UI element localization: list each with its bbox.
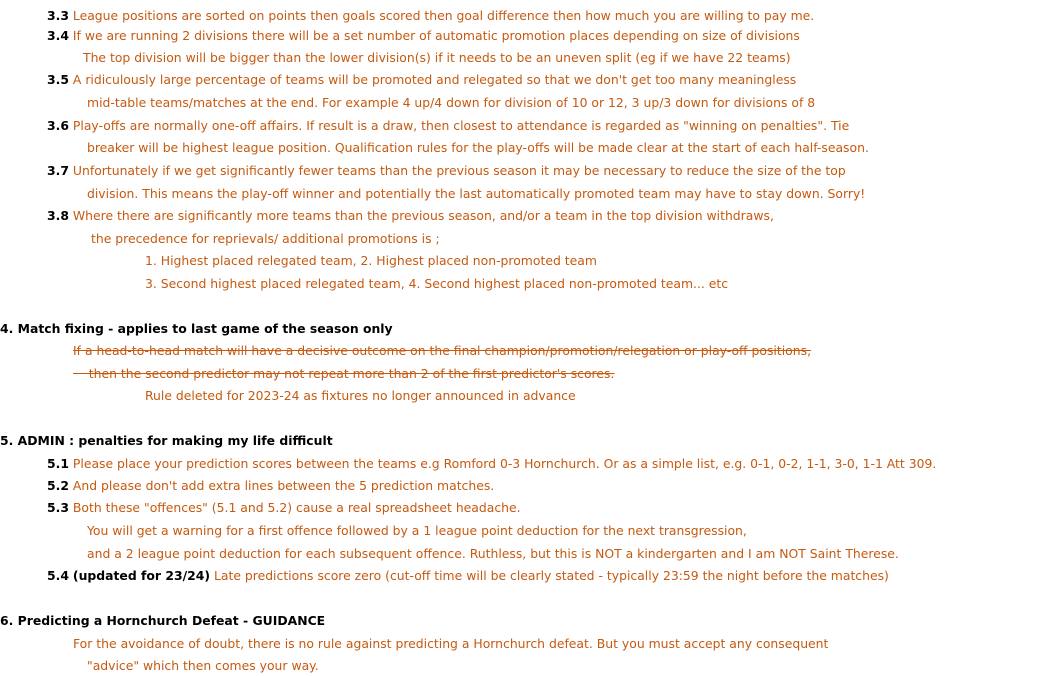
rule-3-5 — [47, 71, 796, 89]
rule-3-3 — [47, 7, 814, 25]
rule-text: Both these "offences" (5.1 and 5.2) cause a real spreadsheet headache. — [72, 500, 521, 515]
section-6-heading: 6. Predicting a Hornchurch Defeat - GUIDANCE — [0, 613, 326, 628]
guidance-text: For the avoidance of doubt, there is no rule against predicting a Hornchurch defeat. But you must accept any consequent — [73, 636, 829, 651]
guidance-text: "advice" which then comes your way. — [87, 658, 319, 673]
rule-number: 5.3 — [47, 500, 69, 515]
rule-text: A ridiculously large percentage of teams will be promoted and relegated so that we don't get too many meaningless — [72, 72, 797, 87]
rule-3-5-continuation: mid-table teams/matches at the end. For example 4 up/4 down for division of 10 or 12, 3 up/3 down for divisions of 8 — [87, 95, 816, 110]
rule-5-1 — [47, 455, 936, 473]
rule-number: 3.8 — [47, 208, 69, 223]
rule-text: And please don't add extra lines between the 5 prediction matches. — [72, 478, 495, 493]
rule-number: 3.4 — [47, 28, 69, 43]
rule-number: 3.5 — [47, 72, 69, 87]
rule-text: Unfortunately if we get significantly fewer teams than the previous season it may be necessary to reduce the size of the top — [72, 163, 846, 178]
rule-deleted-note: Rule deleted for 2023-24 as fixtures no longer announced in advance — [145, 388, 576, 403]
rule-number: 3.7 — [47, 163, 69, 178]
rule-text: If we are running 2 divisions there will be a set number of automatic promotion places depending on size of divisions — [72, 28, 800, 43]
rule-3-6-continuation: breaker will be highest league position. Qualification rules for the play-offs will be made clear at the start of each half-season. — [87, 140, 869, 155]
rule-3-4-continuation: The top division will be bigger than the lower division(s) if it needs to be an uneven split (eg if we have 22 teams) — [83, 50, 791, 65]
rule-5-4 — [47, 567, 889, 585]
rule-3-8 — [47, 207, 774, 225]
rule-text: League positions are sorted on points then goals scored then goal difference then how much you are willing to pay me. — [72, 8, 815, 23]
rule-text: Please place your prediction scores between the teams e.g Romford 0-3 Hornchurch. Or as a simple list, e.g. 0-1, 0-2, 1-1, 3-0, 1-1 Att 309. — [72, 456, 937, 471]
rule-3-4 — [47, 27, 800, 45]
deleted-rule-line: If a head-to-head match will have a decisive outcome on the final champion/promotion/relegation or play-off positions, — [73, 343, 812, 358]
rule-5-3-continuation: You will get a warning for a first offence followed by a 1 league point deduction for the next transgression, — [87, 523, 747, 538]
rule-number: 3.6 — [47, 118, 69, 133]
rule-3-7 — [47, 162, 846, 180]
rule-3-8-continuation: the precedence for reprievals/ additional promotions is ; — [91, 231, 440, 246]
rule-text: Where there are significantly more teams than the previous season, and/or a team in the top division withdraws, — [72, 208, 774, 223]
rule-text: Late predictions score zero (cut-off time will be clearly stated - typically 23:59 the night before the matches) — [213, 568, 889, 583]
rule-5-2 — [47, 477, 494, 495]
rule-3-6 — [47, 117, 849, 135]
rule-3-7-continuation: division. This means the play-off winner and potentially the last automatically promoted team may have to stay down. Sorry! — [87, 186, 866, 201]
section-4-heading: 4. Match fixing - applies to last game of the season only — [0, 321, 393, 336]
rule-text: Play-offs are normally one-off affairs. If result is a draw, then closest to attendance is regarded as "winning on penalties". Tie — [72, 118, 850, 133]
rule-number: 3.3 — [47, 8, 69, 23]
rule-5-3-continuation: and a 2 league point deduction for each subsequent offence. Ruthless, but this is NOT a kindergarten and I am NOT Saint Therese. — [87, 546, 899, 561]
rule-number: 5.2 — [47, 478, 69, 493]
rule-number: 5.4 — [47, 568, 69, 583]
rule-update-note: (updated for 23/24) — [72, 568, 211, 583]
rule-5-3 — [47, 499, 521, 517]
precedence-list-item: 1. Highest placed relegated team, 2. Highest placed non-promoted team — [145, 253, 597, 268]
deleted-rule-line: then the second predictor may not repeat more than 2 of the first predictor's scores. — [73, 366, 615, 381]
section-5-heading: 5. ADMIN : penalties for making my life difficult — [0, 433, 333, 448]
rule-number: 5.1 — [47, 456, 69, 471]
precedence-list-item: 3. Second highest placed relegated team, 4. Second highest placed non-promoted team... etc — [145, 276, 729, 291]
